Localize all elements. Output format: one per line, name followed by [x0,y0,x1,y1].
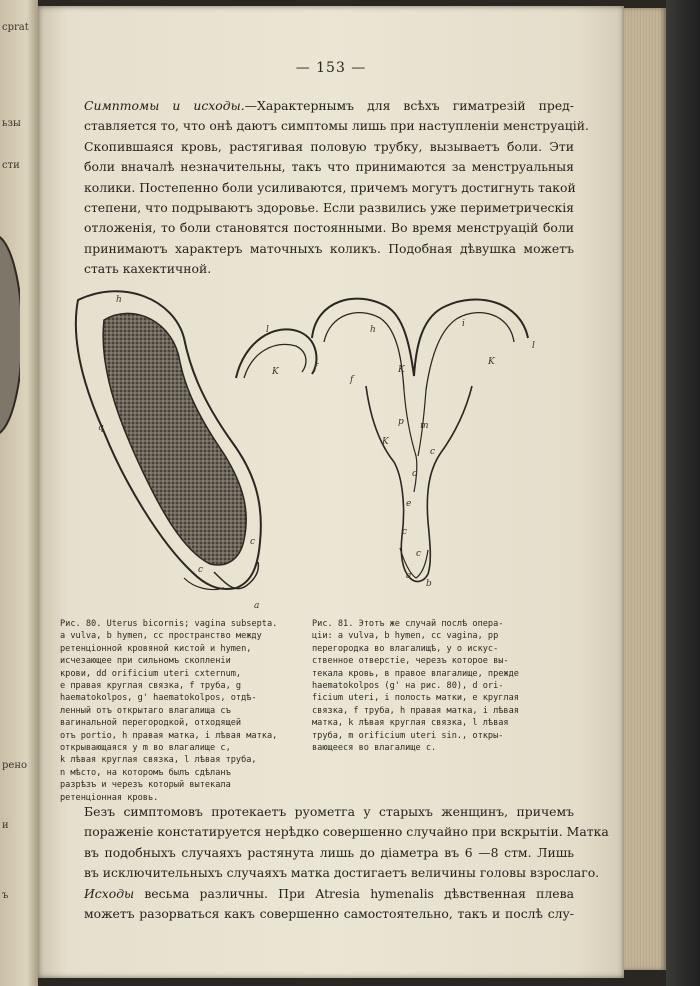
figure-label: l [266,325,269,335]
figure-label: K [398,365,405,375]
left-page-illustration [0,225,20,445]
left-page-text: ьзы [2,118,21,129]
figure-label: K [382,437,389,447]
text-line: въ подобныхъ случаяхъ растянута лишь до діаметра въ 6 —8 стм. Лишь [84,844,574,860]
figure-label: m [420,421,429,431]
figure-81-illustration [306,286,546,596]
text-line: Исходы весьма различны. При Atresia hymenalis дѣвственная плева [84,885,574,901]
text-line: ставляется то, что онѣ даютъ симптомы лишь при наступленіи менструацій. [84,118,589,134]
figure-80-illustration [64,282,324,612]
section-title: Исходы [84,885,135,901]
facing-page-fragment [0,0,38,986]
text-line: стать кахектичной. [84,261,212,277]
text-line: колики. Постепенно боли усиливаются, причемъ могутъ достигнуть такой [84,179,576,195]
book-cover [666,0,700,986]
body-paragraph [84,802,609,924]
text-line: отложенія, то боли становятся постоянными. Во время менструацій боли [84,220,574,236]
left-page-text: сти [2,160,20,171]
left-page-text: ъ [2,890,9,901]
figure-label: i [462,319,465,329]
text-line: боли вначалѣ незначительны, такъ что принимаются за менструальныя [84,159,574,175]
figure-label: c [250,537,256,547]
text-line: Симптомы и исходы.—Характернымъ для всѣхъ гиматрезій пред- [84,98,574,113]
figure-label: p [398,417,404,427]
figure-label: h [370,325,376,335]
figure-label: c [402,527,408,537]
figure-label: o [412,469,418,479]
text-line: Скопившаяся кровь, растягивая половую трубку, вызываетъ боли. Эти [84,138,574,154]
figure-label: e [406,499,412,509]
figure-label: c [430,447,436,457]
text-line: пораженіе констатируется нерѣдко совершенно случайно при вскрытіи. Матка [84,824,609,840]
figure-label: K [488,357,495,367]
figure-label: l [532,341,535,351]
text-line: въ исключительныхъ случаяхъ матка достигаетъ величины головы взрослаго. [84,865,600,881]
intro-paragraph [84,96,589,280]
figure-label: f [314,363,318,373]
figure-81-caption: Рис. 81. Этотъ же случай послѣ опера- ціи: a vulva, b hymen, cc vagina, pp перегородка во влагалищѣ, у o искус- ственное отверстіе, черезъ которое вы- текала кровь, в правое влагалище, прежде haematokolpos (g' на рис. 80), d ori- ficium uteri, i полость матки, e круглая связка, f труба, h правая матка, i лѣвая матка, k лѣвая круглая связка, l лѣвая труба, m orificium uteri sin., откры- вающееся во влагалище c. [312,619,519,754]
page-number: — 153 — [295,60,367,76]
figure-80-caption: Рис. 80. Uterus bicornis; vagina subsepta. a vulva, b hymen, cc пространство между ретенціонной кровяной кистой и hymen, исчезающее при сильномъ скопленіи крови, dd orificium uteri cxternum, e правая круглая связка, f труба, g haematokolpos, g' haematokolpos, отдѣ- ленный отъ открытаго влагалища съ вагинальной перегородкой, отходящей отъ portio, h правая матка, i лѣвая матка, открывающаяся у m во влагалище с, k лѣвая круглая связка, l лѣвая труба, n мѣсто, на которомъ былъ сдѣланъ разрѣзъ и черезъ который вытекала ретенціонная кровь. [60,619,278,803]
left-page-text: cprat [2,22,29,33]
left-page-text: рено [2,760,28,771]
figure-label: b [426,579,432,589]
figure-label: q [98,423,104,433]
figure-label: c [416,549,422,559]
book-page [38,6,624,978]
text-line: Безъ симптомовъ протекаетъ руометга у старыхъ женщинъ, причемъ [84,804,574,819]
left-page-text: и [2,820,9,831]
text-line: принимаютъ характеръ маточныхъ коликъ. Подобная дѣвушка можетъ [84,240,574,256]
figure-label: f [350,375,354,385]
figure-label: K [272,367,279,377]
figure-label: a [406,571,412,581]
text-line: можетъ разорваться какъ совершенно самостоятельно, такъ и послѣ слу- [84,905,574,921]
figure-label: a [254,601,260,611]
text-line: степени, что подрываютъ здоровье. Если развились уже периметрическія [84,199,574,215]
page-edges [624,8,666,970]
section-title: Симптомы и исходы. [84,98,245,113]
figure-label: c [198,565,204,575]
figure-label: h [116,295,122,305]
